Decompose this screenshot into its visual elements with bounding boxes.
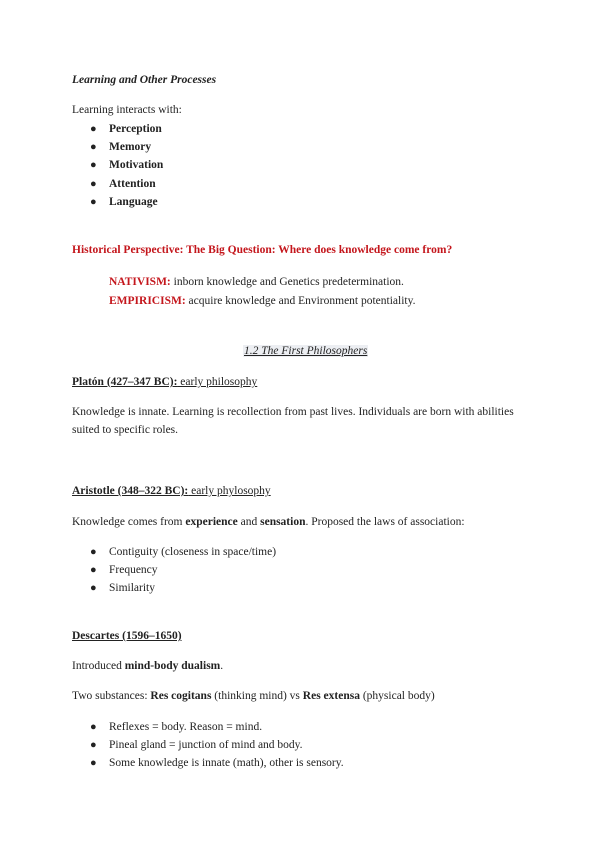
section-title-first-philosophers: 1.2 The First Philosophers [244,345,368,357]
plato-name: Platón (427–347 BC): [72,376,178,388]
list-item: ● Pineal gland = junction of mind and body. [90,736,344,754]
empiricism-text: acquire knowledge and Environment potentiality. [185,295,416,307]
list-item: ● Attention [90,175,163,193]
bullet-icon: ● [90,564,97,577]
nativism-label: NATIVISM: [109,276,171,288]
plato-tag: early philosophy [177,376,258,388]
list-item: ● Motivation [90,156,163,174]
descartes-points-list [90,718,344,773]
list-item: ● Contiguity (closeness in space/time) [90,543,276,561]
list-item: ● Memory [90,138,163,156]
descartes-intro: Introduced mind-body dualism. [72,660,224,672]
bullet-icon: ● [90,546,97,558]
plato-paragraph-line-2: suited to specific roles. [72,424,179,436]
list-item: ● Reflexes = body. Reason = mind. [90,718,344,736]
section-heading-learning: Learning and Other Processes [72,74,217,86]
aristotle-name: Aristotle (348–322 BC): [72,485,189,497]
bullet-icon: ● [90,123,97,135]
bullet-icon: ● [90,739,97,752]
nativism-line [109,276,404,288]
bullet-icon: ● [90,177,97,190]
bullet-icon: ● [90,195,97,208]
aristotle-heading [72,485,271,497]
list-item: ● Frequency [90,561,276,579]
list-item: ● Similarity [90,579,276,597]
list-item: ● Language [90,193,163,211]
association-laws-list [90,543,276,598]
processes-list [90,120,163,211]
bullet-icon: ● [90,582,97,595]
bullet-icon: ● [90,757,97,770]
plato-paragraph-line-1: Knowledge is innate. Learning is recollection from past lives. Individuals are born with abilities [72,406,514,418]
bullet-icon: ● [90,141,97,154]
aristotle-tag: early phylosophy [188,485,271,497]
intro-text: Learning interacts with: [72,104,182,116]
aristotle-paragraph: Knowledge comes from experience and sensation. Proposed the laws of association: [72,516,465,528]
empiricism-label: EMPIRICISM: [109,295,186,307]
descartes-heading: Descartes (1596–1650) [72,630,182,642]
plato-heading [72,376,257,388]
bullet-icon: ● [90,721,97,733]
list-item: ● Perception [90,120,163,138]
nativism-text: inborn knowledge and Genetics predetermination. [170,276,404,288]
list-item: ● Some knowledge is innate (math), other is sensory. [90,754,344,772]
descartes-substances: Two substances: Res cogitans (thinking mind) vs Res extensa (physical body) [72,690,435,702]
historical-perspective-heading: Historical Perspective: The Big Question: Where does knowledge come from? [72,244,453,256]
bullet-icon: ● [90,159,97,172]
empiricism-line [109,295,416,307]
